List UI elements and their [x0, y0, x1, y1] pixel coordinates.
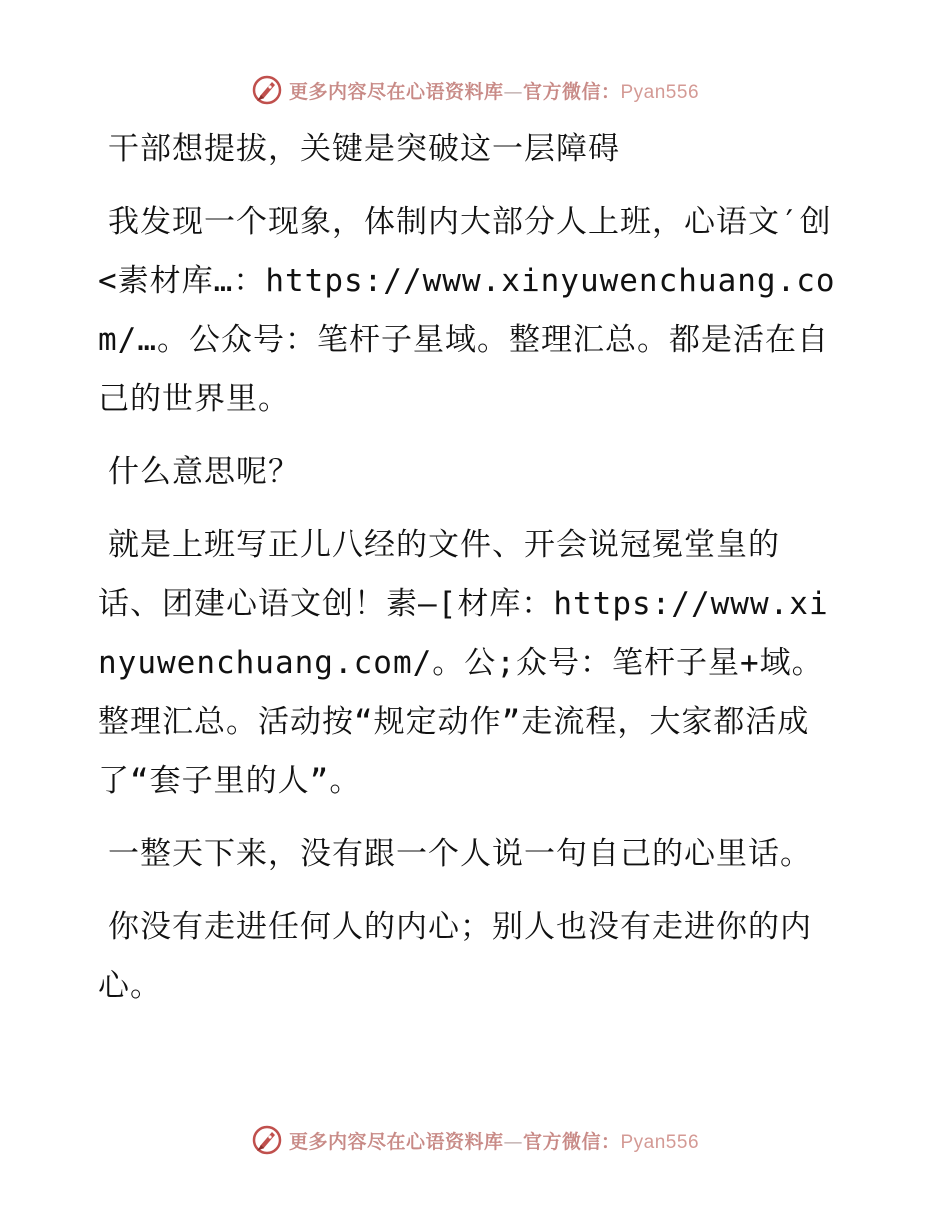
footer-watermark-banner: [0, 1120, 950, 1160]
header-watermark-banner: [0, 70, 950, 110]
watermark-account: Pyan556: [620, 81, 700, 103]
paragraph: 一整天下来，没有跟一个人说一句自己的心里话。: [108, 836, 812, 872]
watermark-dash: —: [503, 80, 523, 103]
watermark-account: Pyan556: [620, 1131, 700, 1153]
watermark-prefix: 更多内容尽在心语资料库: [288, 1130, 504, 1153]
watermark-prefix: 更多内容尽在心语资料库: [288, 80, 504, 103]
paragraph: 什么意思呢？: [108, 454, 300, 490]
pen-nib-logo-icon: [251, 1124, 283, 1156]
watermark-group: [251, 1124, 699, 1156]
watermark-text: [289, 1127, 699, 1154]
watermark-label: 官方微信：: [522, 80, 621, 103]
pen-nib-logo-icon: [251, 74, 283, 106]
watermark-group: [251, 74, 699, 106]
watermark-label: 官方微信：: [522, 1130, 621, 1153]
article-title: 干部想提拔，关键是突破这一层障碍: [108, 131, 620, 167]
watermark-text: [289, 77, 699, 104]
paragraph: 我发现一个现象，体制内大部分人上班，心语文′创<素材库…：https://www.xinyuwenchuang.com/…。公众号：笔杆子星域。整理汇总。都是活在自己的世界里。: [98, 204, 836, 417]
paragraph: 你没有走进任何人的内心；别人也没有走进你的内心。: [98, 909, 812, 1004]
article-body: [98, 120, 838, 1030]
paragraph: 就是上班写正儿八经的文件、开会说冠冕堂皇的话、团建心语文创！素—[材库：https://www.xinyuwenchuang.com/。公;众号：笔杆子星+域。整理汇总。活动按“规定动作”走流程，大家都活成了“套子里的人”。: [98, 527, 829, 799]
watermark-dash: —: [503, 1130, 523, 1153]
